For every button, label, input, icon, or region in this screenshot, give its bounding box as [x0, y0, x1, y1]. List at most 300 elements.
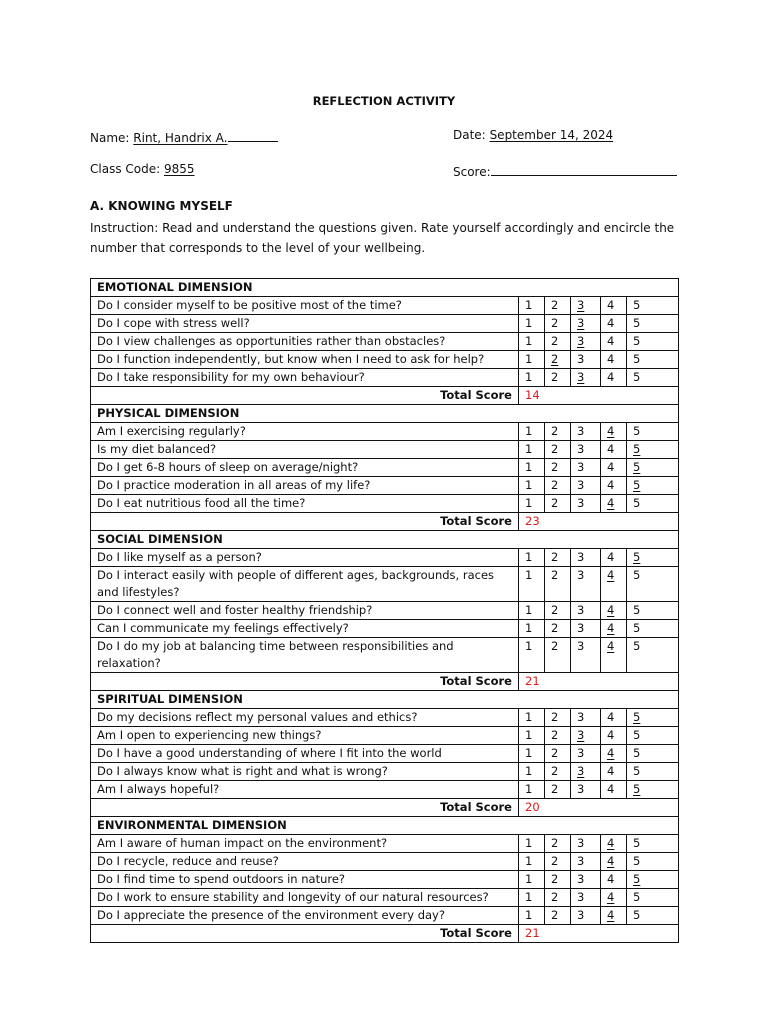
rating-number: 1 — [525, 298, 533, 312]
rating-option-4[interactable] — [601, 495, 627, 513]
rating-option-3[interactable] — [571, 620, 601, 638]
question-text: Do I have a good understanding of where I fit into the world — [91, 745, 519, 763]
rating-option-4[interactable] — [601, 745, 627, 763]
question-row — [91, 477, 679, 495]
rating-option-3[interactable] — [571, 638, 601, 673]
date-line — [453, 128, 613, 142]
rating-option-1[interactable] — [519, 745, 545, 763]
rating-number: 2 — [551, 298, 559, 312]
rating-number: 5 — [633, 764, 641, 778]
rating-number: 5 — [633, 316, 641, 330]
score-line — [453, 162, 677, 179]
dimension-title: EMOTIONAL DIMENSION — [91, 279, 679, 297]
rating-number: 2 — [551, 621, 559, 635]
rating-option-4[interactable] — [601, 907, 627, 925]
rating-number: 1 — [525, 908, 533, 922]
rating-number: 5 — [633, 568, 641, 582]
rating-number: 1 — [525, 442, 533, 456]
dimension-header-row — [91, 817, 679, 835]
question-text: Do I view challenges as opportunities rather than obstacles? — [91, 333, 519, 351]
page-title: REFLECTION ACTIVITY — [312, 94, 456, 108]
question-row — [91, 907, 679, 925]
rating-number: 5 — [633, 550, 641, 564]
rating-option-3[interactable] — [571, 549, 601, 567]
question-row — [91, 727, 679, 745]
rating-option-5[interactable] — [627, 727, 679, 745]
rating-option-1[interactable] — [519, 567, 545, 602]
question-text: Do I practice moderation in all areas of my life? — [91, 477, 519, 495]
rating-option-2[interactable] — [545, 495, 571, 513]
rating-number: 5 — [633, 639, 641, 653]
rating-option-1[interactable] — [519, 853, 545, 871]
question-text: Am I always hopeful? — [91, 781, 519, 799]
rating-option-5[interactable] — [627, 315, 679, 333]
total-score-value: 21 — [519, 925, 679, 943]
question-text: Do I find time to spend outdoors in nature? — [91, 871, 519, 889]
rating-number: 2 — [551, 746, 559, 760]
question-row — [91, 315, 679, 333]
rating-option-5[interactable] — [627, 620, 679, 638]
rating-option-1[interactable] — [519, 495, 545, 513]
rating-number: 5 — [633, 352, 641, 366]
question-row — [91, 602, 679, 620]
rating-number: 1 — [525, 550, 533, 564]
rating-option-4[interactable] — [601, 459, 627, 477]
total-score-row — [91, 925, 679, 943]
rating-option-1[interactable] — [519, 441, 545, 459]
rating-option-3[interactable] — [571, 871, 601, 889]
rating-option-2[interactable] — [545, 567, 571, 602]
rating-number: 4 — [607, 370, 615, 384]
total-score-label: Total Score — [91, 799, 519, 817]
rating-number: 3 — [577, 496, 585, 510]
rating-option-2[interactable] — [545, 459, 571, 477]
rating-option-5[interactable] — [627, 441, 679, 459]
rating-number: 2 — [551, 568, 559, 582]
question-row — [91, 567, 679, 602]
rating-option-1[interactable] — [519, 333, 545, 351]
rating-option-2[interactable] — [545, 745, 571, 763]
rating-option-3[interactable] — [571, 297, 601, 315]
total-score-row — [91, 799, 679, 817]
rating-number: 3 — [577, 460, 585, 474]
rating-option-2[interactable] — [545, 620, 571, 638]
rating-option-4[interactable] — [601, 602, 627, 620]
class-code-label: Class Code: — [90, 162, 161, 176]
rating-option-1[interactable] — [519, 871, 545, 889]
rating-option-4[interactable] — [601, 620, 627, 638]
question-row — [91, 369, 679, 387]
total-score-row — [91, 387, 679, 405]
rating-option-5[interactable] — [627, 871, 679, 889]
rating-option-2[interactable] — [545, 709, 571, 727]
question-row — [91, 763, 679, 781]
rating-option-4[interactable] — [601, 297, 627, 315]
rating-number: 5 — [633, 728, 641, 742]
rating-number: 2 — [551, 370, 559, 384]
question-row — [91, 871, 679, 889]
rating-number: 5 — [633, 746, 641, 760]
rating-number: 2 — [551, 334, 559, 348]
rating-option-3[interactable] — [571, 602, 601, 620]
question-row — [91, 297, 679, 315]
question-row — [91, 781, 679, 799]
rating-option-5[interactable] — [627, 907, 679, 925]
rating-option-3[interactable] — [571, 781, 601, 799]
rating-number: 5 — [633, 782, 641, 796]
rating-number: 3 — [577, 621, 585, 635]
rating-number: 1 — [525, 334, 533, 348]
rating-number: 4 — [607, 782, 615, 796]
rating-number: 2 — [551, 496, 559, 510]
question-row — [91, 495, 679, 513]
question-text: Do I do my job at balancing time between responsibilities and relaxation? — [91, 638, 519, 673]
rating-option-4[interactable] — [601, 315, 627, 333]
rating-option-4[interactable] — [601, 369, 627, 387]
rating-option-5[interactable] — [627, 567, 679, 602]
rating-number: 5 — [633, 621, 641, 635]
rating-option-5[interactable] — [627, 781, 679, 799]
rating-number: 3 — [577, 568, 585, 582]
rating-number: 3 — [577, 424, 585, 438]
question-text: Do I function independently, but know when I need to ask for help? — [91, 351, 519, 369]
question-row — [91, 835, 679, 853]
rating-option-3[interactable] — [571, 853, 601, 871]
rating-number: 2 — [551, 603, 559, 617]
rating-number: 5 — [633, 872, 641, 886]
rating-option-3[interactable] — [571, 495, 601, 513]
dimension-title: PHYSICAL DIMENSION — [91, 405, 679, 423]
rating-option-3[interactable] — [571, 351, 601, 369]
question-text: Am I open to experiencing new things? — [91, 727, 519, 745]
rating-option-2[interactable] — [545, 871, 571, 889]
rating-option-4[interactable] — [601, 477, 627, 495]
rating-option-1[interactable] — [519, 835, 545, 853]
rating-option-2[interactable] — [545, 889, 571, 907]
rating-option-3[interactable] — [571, 889, 601, 907]
rating-option-1[interactable] — [519, 889, 545, 907]
rating-number: 4 — [607, 460, 615, 474]
rating-option-4[interactable] — [601, 781, 627, 799]
rating-option-1[interactable] — [519, 620, 545, 638]
question-row — [91, 549, 679, 567]
rating-option-3[interactable] — [571, 727, 601, 745]
rating-option-2[interactable] — [545, 602, 571, 620]
rating-number: 1 — [525, 621, 533, 635]
question-row — [91, 638, 679, 673]
question-text: Do I get 6-8 hours of sleep on average/night? — [91, 459, 519, 477]
rating-option-5[interactable] — [627, 495, 679, 513]
rating-option-3[interactable] — [571, 369, 601, 387]
rating-number: 1 — [525, 890, 533, 904]
rating-number: 3 — [577, 442, 585, 456]
rating-number: 2 — [551, 442, 559, 456]
name-line — [90, 128, 278, 145]
rating-number: 1 — [525, 460, 533, 474]
rating-option-5[interactable] — [627, 889, 679, 907]
rating-number: 4 — [607, 496, 615, 510]
rating-number: 3 — [577, 854, 585, 868]
rating-number: 3 — [577, 836, 585, 850]
rating-option-4[interactable] — [601, 567, 627, 602]
rating-option-3[interactable] — [571, 315, 601, 333]
class-code-value: 9855 — [163, 162, 195, 176]
rating-number: 4 — [607, 854, 615, 868]
rating-number: 3 — [577, 603, 585, 617]
rating-option-5[interactable] — [627, 709, 679, 727]
rating-number: 4 — [607, 639, 615, 653]
rating-option-5[interactable] — [627, 745, 679, 763]
rating-option-5[interactable] — [627, 351, 679, 369]
rating-option-5[interactable] — [627, 853, 679, 871]
rating-option-4[interactable] — [601, 441, 627, 459]
rating-option-1[interactable] — [519, 709, 545, 727]
rating-option-2[interactable] — [545, 763, 571, 781]
date-value: September 14, 2024 — [489, 128, 614, 142]
rating-option-5[interactable] — [627, 477, 679, 495]
rating-number: 3 — [577, 298, 585, 312]
rating-number: 3 — [577, 352, 585, 366]
rating-number: 1 — [525, 872, 533, 886]
rating-number: 4 — [607, 478, 615, 492]
rating-number: 4 — [607, 621, 615, 635]
rating-option-3[interactable] — [571, 745, 601, 763]
rating-option-1[interactable] — [519, 369, 545, 387]
date-label: Date: — [453, 128, 486, 142]
question-row — [91, 709, 679, 727]
rating-option-5[interactable] — [627, 549, 679, 567]
question-text: Am I aware of human impact on the environment? — [91, 835, 519, 853]
score-blank — [491, 162, 677, 176]
question-text: Do I take responsibility for my own behaviour? — [91, 369, 519, 387]
rating-option-3[interactable] — [571, 835, 601, 853]
rating-number: 1 — [525, 496, 533, 510]
rating-option-2[interactable] — [545, 638, 571, 673]
rating-number: 5 — [633, 890, 641, 904]
rating-option-2[interactable] — [545, 727, 571, 745]
rating-option-5[interactable] — [627, 369, 679, 387]
rating-number: 1 — [525, 603, 533, 617]
rating-number: 5 — [633, 424, 641, 438]
question-text: Is my diet balanced? — [91, 441, 519, 459]
rating-option-3[interactable] — [571, 763, 601, 781]
total-score-value: 20 — [519, 799, 679, 817]
score-label: Score: — [453, 165, 491, 179]
rating-option-4[interactable] — [601, 549, 627, 567]
rating-number: 1 — [525, 639, 533, 653]
rating-number: 2 — [551, 728, 559, 742]
section-heading: A. KNOWING MYSELF — [90, 199, 233, 213]
dimension-title: SOCIAL DIMENSION — [91, 531, 679, 549]
rating-number: 1 — [525, 782, 533, 796]
rating-option-1[interactable] — [519, 459, 545, 477]
rating-option-3[interactable] — [571, 907, 601, 925]
rating-option-4[interactable] — [601, 889, 627, 907]
rating-option-1[interactable] — [519, 763, 545, 781]
rating-number: 4 — [607, 352, 615, 366]
rating-option-2[interactable] — [545, 477, 571, 495]
total-score-row — [91, 513, 679, 531]
question-text: Do I appreciate the presence of the environment every day? — [91, 907, 519, 925]
rating-number: 3 — [577, 550, 585, 564]
rating-number: 5 — [633, 710, 641, 724]
rating-option-3[interactable] — [571, 567, 601, 602]
rating-option-3[interactable] — [571, 423, 601, 441]
rating-option-2[interactable] — [545, 351, 571, 369]
rating-number: 4 — [607, 908, 615, 922]
total-score-value: 21 — [519, 673, 679, 691]
rating-number: 2 — [551, 639, 559, 653]
rating-option-5[interactable] — [627, 638, 679, 673]
rating-option-1[interactable] — [519, 315, 545, 333]
question-text: Do I recycle, reduce and reuse? — [91, 853, 519, 871]
rating-number: 3 — [577, 370, 585, 384]
rating-number: 4 — [607, 442, 615, 456]
rating-option-1[interactable] — [519, 549, 545, 567]
rating-option-3[interactable] — [571, 477, 601, 495]
dimension-header-row — [91, 531, 679, 549]
rating-option-2[interactable] — [545, 423, 571, 441]
rating-option-1[interactable] — [519, 907, 545, 925]
name-value: Rint, Handrix A. — [133, 131, 228, 145]
question-row — [91, 620, 679, 638]
rating-option-3[interactable] — [571, 459, 601, 477]
rating-number: 2 — [551, 782, 559, 796]
rating-number: 2 — [551, 854, 559, 868]
rating-number: 3 — [577, 782, 585, 796]
question-text: Do I always know what is right and what is wrong? — [91, 763, 519, 781]
rating-number: 2 — [551, 908, 559, 922]
rating-number: 3 — [577, 890, 585, 904]
rating-option-4[interactable] — [601, 333, 627, 351]
rating-option-3[interactable] — [571, 333, 601, 351]
rating-number: 5 — [633, 836, 641, 850]
class-code-line — [90, 162, 195, 176]
rating-number: 1 — [525, 728, 533, 742]
rating-number: 2 — [551, 764, 559, 778]
rating-number: 3 — [577, 872, 585, 886]
question-text: Do I like myself as a person? — [91, 549, 519, 567]
rating-number: 4 — [607, 746, 615, 760]
rating-number: 5 — [633, 334, 641, 348]
rating-number: 3 — [577, 728, 585, 742]
rating-option-1[interactable] — [519, 727, 545, 745]
rating-number: 2 — [551, 424, 559, 438]
dimension-title: SPIRITUAL DIMENSION — [91, 691, 679, 709]
rating-option-3[interactable] — [571, 709, 601, 727]
rating-number: 3 — [577, 334, 585, 348]
rating-option-4[interactable] — [601, 853, 627, 871]
rating-option-2[interactable] — [545, 369, 571, 387]
question-text: Do I eat nutritious food all the time? — [91, 495, 519, 513]
total-score-row — [91, 673, 679, 691]
rating-number: 2 — [551, 550, 559, 564]
total-score-value: 14 — [519, 387, 679, 405]
rating-option-5[interactable] — [627, 602, 679, 620]
total-score-label: Total Score — [91, 925, 519, 943]
question-text: Do I cope with stress well? — [91, 315, 519, 333]
rating-option-1[interactable] — [519, 351, 545, 369]
rating-option-4[interactable] — [601, 727, 627, 745]
rating-number: 4 — [607, 710, 615, 724]
rating-number: 2 — [551, 890, 559, 904]
rating-number: 1 — [525, 764, 533, 778]
question-text: Am I exercising regularly? — [91, 423, 519, 441]
rating-option-1[interactable] — [519, 638, 545, 673]
rating-number: 2 — [551, 836, 559, 850]
rating-option-3[interactable] — [571, 441, 601, 459]
rating-option-2[interactable] — [545, 907, 571, 925]
rating-option-4[interactable] — [601, 871, 627, 889]
rating-option-4[interactable] — [601, 638, 627, 673]
rating-option-2[interactable] — [545, 781, 571, 799]
total-score-label: Total Score — [91, 513, 519, 531]
rating-option-5[interactable] — [627, 297, 679, 315]
rating-option-2[interactable] — [545, 315, 571, 333]
rating-number: 3 — [577, 478, 585, 492]
rating-number: 4 — [607, 836, 615, 850]
rating-number: 1 — [525, 710, 533, 724]
rating-option-2[interactable] — [545, 835, 571, 853]
question-text: Do I consider myself to be positive most of the time? — [91, 297, 519, 315]
rating-option-1[interactable] — [519, 602, 545, 620]
dimension-title: ENVIRONMENTAL DIMENSION — [91, 817, 679, 835]
rating-option-5[interactable] — [627, 423, 679, 441]
question-row — [91, 333, 679, 351]
rating-number: 4 — [607, 728, 615, 742]
rating-number: 1 — [525, 352, 533, 366]
name-underline — [228, 128, 278, 142]
rating-option-4[interactable] — [601, 835, 627, 853]
rating-number: 4 — [607, 424, 615, 438]
rating-number: 5 — [633, 478, 641, 492]
rating-option-5[interactable] — [627, 459, 679, 477]
rating-number: 1 — [525, 854, 533, 868]
rating-option-2[interactable] — [545, 297, 571, 315]
rating-number: 5 — [633, 908, 641, 922]
rating-option-2[interactable] — [545, 441, 571, 459]
rating-option-5[interactable] — [627, 763, 679, 781]
rating-option-1[interactable] — [519, 477, 545, 495]
dimension-header-row — [91, 405, 679, 423]
rating-option-1[interactable] — [519, 297, 545, 315]
rating-number: 3 — [577, 764, 585, 778]
rating-option-4[interactable] — [601, 709, 627, 727]
instruction-text: Instruction: Read and understand the questions given. Rate yourself accordingly and encircle the number that corresponds to the level of your wellbeing. — [90, 221, 675, 255]
question-row — [91, 853, 679, 871]
rating-number: 4 — [607, 764, 615, 778]
rating-number: 1 — [525, 424, 533, 438]
rating-number: 4 — [607, 872, 615, 886]
question-text: Do I connect well and foster healthy friendship? — [91, 602, 519, 620]
rating-number: 2 — [551, 316, 559, 330]
rating-number: 5 — [633, 370, 641, 384]
rating-number: 4 — [607, 316, 615, 330]
rating-option-2[interactable] — [545, 549, 571, 567]
rating-option-4[interactable] — [601, 763, 627, 781]
rating-option-1[interactable] — [519, 423, 545, 441]
rating-option-5[interactable] — [627, 835, 679, 853]
rating-option-5[interactable] — [627, 333, 679, 351]
question-row — [91, 423, 679, 441]
rating-option-4[interactable] — [601, 351, 627, 369]
rating-number: 3 — [577, 746, 585, 760]
rating-option-4[interactable] — [601, 423, 627, 441]
rating-option-1[interactable] — [519, 781, 545, 799]
rating-option-2[interactable] — [545, 853, 571, 871]
rating-option-2[interactable] — [545, 333, 571, 351]
rating-number: 5 — [633, 603, 641, 617]
